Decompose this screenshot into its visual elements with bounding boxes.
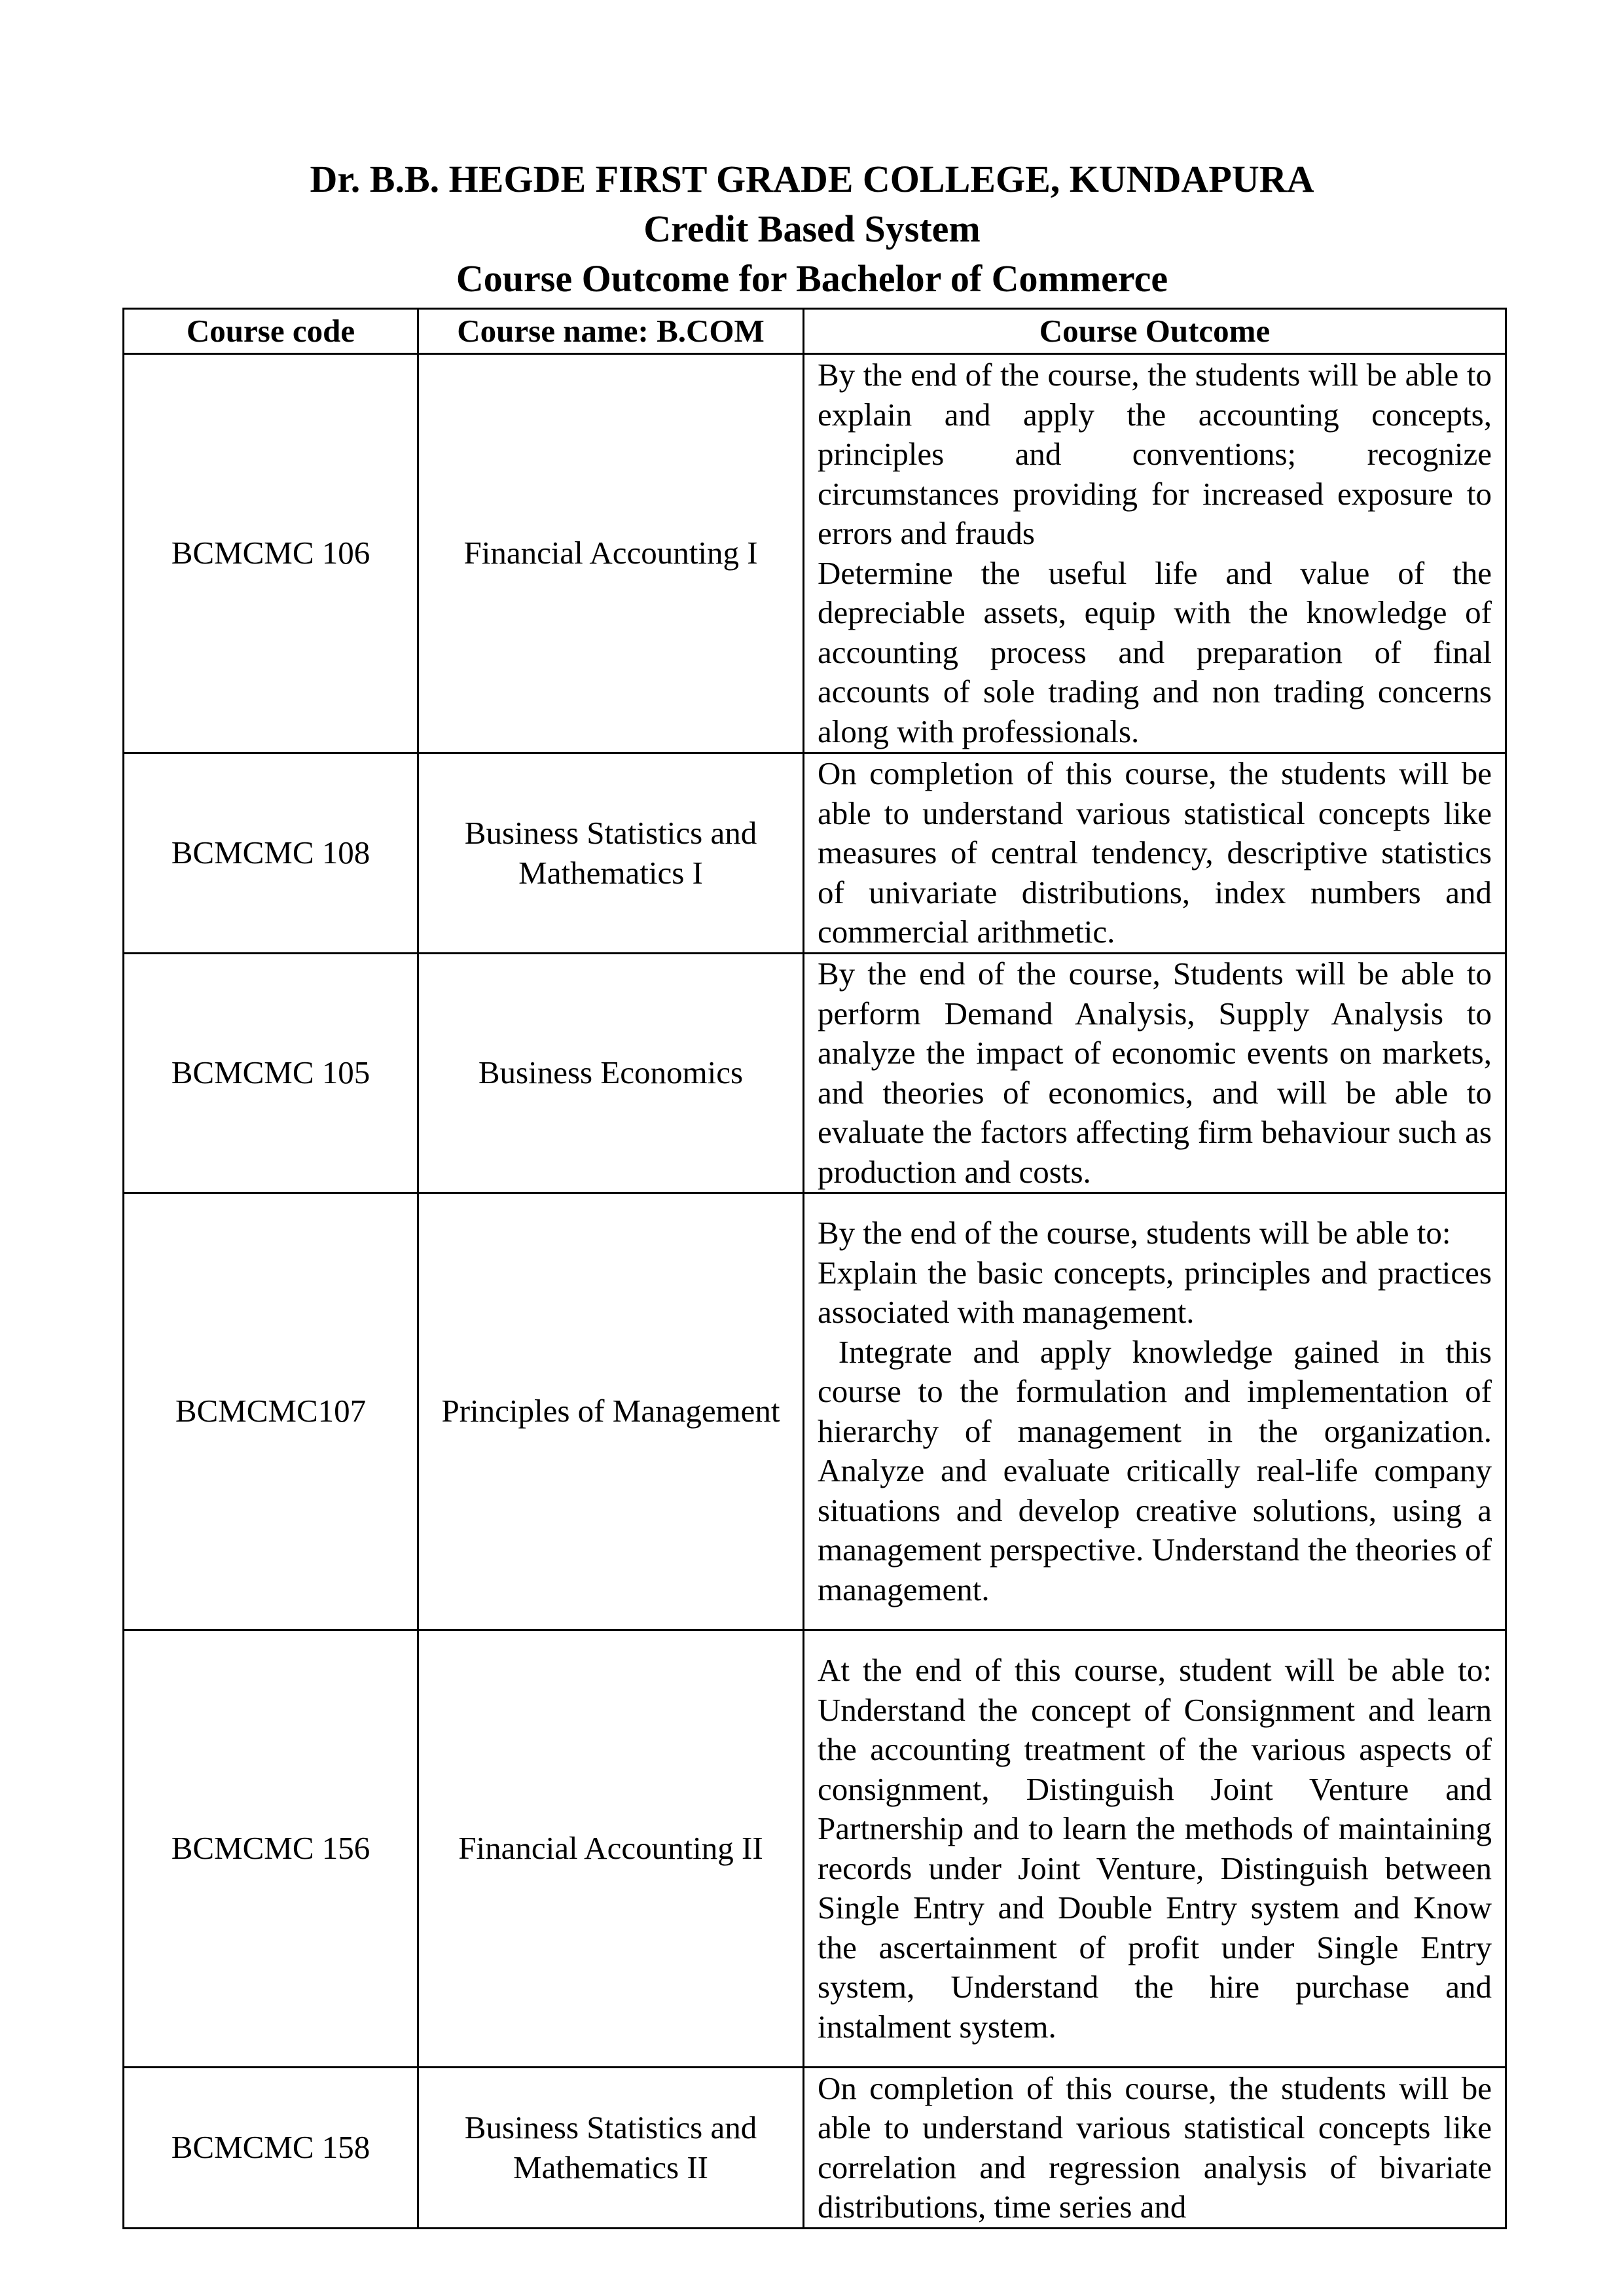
course-code: BCMCMC 105: [124, 954, 418, 1193]
course-name: Principles of Management: [418, 1193, 804, 1630]
course-code: BCMCMC107: [124, 1193, 418, 1630]
outcome-paragraph: By the end of the course, students will be able to:: [818, 1215, 1451, 1251]
course-outcome: [804, 354, 1506, 753]
course-code: BCMCMC 158: [124, 2068, 418, 2229]
course-code: BCMCMC 106: [124, 354, 418, 753]
outcome-paragraph: Determine the useful life and value of the depreciable assets, equip with the knowledge of accounting process and preparation of final accounts of sole trading and non trading concerns along with professionals.: [818, 554, 1500, 749]
outcome-paragraph: Explain the basic concepts, principles and practices associated with management.: [818, 1254, 1500, 1330]
outcome-paragraph: By the end of the course, the students will be able to explain and apply the accounting concepts, principles and conventions; recognize circumstances providing for increased exposure to errors and frauds: [818, 357, 1500, 551]
course-outcome: [804, 753, 1506, 954]
table-row: [124, 1630, 1506, 2068]
course-outcome-table: [122, 308, 1507, 2229]
table-header-row: [124, 309, 1506, 354]
outcome-paragraph: On completion of this course, the students will be able to understand various statistical concepts like measures of central tendency, descriptive statistics of univariate distributions, index numbers and commercial arithmetic.: [818, 755, 1500, 950]
course-name: Financial Accounting I: [418, 354, 804, 753]
course-name: Business Economics: [418, 954, 804, 1193]
table-row: [124, 2068, 1506, 2229]
document-header: [0, 154, 1624, 304]
header-course-name: Course name: B.COM: [418, 309, 804, 354]
outcome-paragraph: Integrate and apply knowledge gained in this course to the formulation and implementation of hierarchy of management in the organization. Analyze and evaluate critically real-life company situations and develop creative solutions, using a management perspective. Understand the theories of management.: [818, 1333, 1500, 1607]
outcome-paragraph: By the end of the course, Students will be able to perform Demand Analysis, Supply Analysis to analyze the impact of economic events on markets, and theories of economics, and will be able to evaluate the factors affecting firm behaviour such as production and costs.: [818, 956, 1500, 1190]
header-course-outcome: Course Outcome: [804, 309, 1506, 354]
college-name: Dr. B.B. HEGDE FIRST GRADE COLLEGE, KUNDAPURA: [310, 158, 1314, 200]
course-code: BCMCMC 108: [124, 753, 418, 954]
course-outcome: [804, 1193, 1506, 1630]
table-row: [124, 753, 1506, 954]
course-outcome: [804, 954, 1506, 1193]
table-row: [124, 954, 1506, 1193]
course-name: Financial Accounting II: [418, 1630, 804, 2068]
table-row: [124, 1193, 1506, 1630]
course-code: BCMCMC 156: [124, 1630, 418, 2068]
course-outcome: [804, 2068, 1506, 2229]
header-course-code: Course code: [124, 309, 418, 354]
document-title: Course Outcome for Bachelor of Commerce: [456, 257, 1168, 300]
system-title: Credit Based System: [643, 207, 981, 250]
course-name: Business Statistics and Mathematics II: [418, 2068, 804, 2229]
outcome-paragraph: On completion of this course, the students will be able to understand various statistical concepts like correlation and regression analysis of bivariate distributions, time series and: [818, 2070, 1500, 2225]
course-outcome: [804, 1630, 1506, 2068]
outcome-paragraph: At the end of this course, student will be able to: Understand the concept of Consignment and learn the accounting treatment of the various aspects of consignment, Distinguish Joint Venture and Partnership and to learn the methods of maintaining records under Joint Venture, Distinguish between Single Entry and Double Entry system and Know the ascertainment of profit under Single Entry system, Understand the hire purchase and instalment system.: [818, 1652, 1500, 2045]
table-row: [124, 354, 1506, 753]
course-name: Business Statistics and Mathematics I: [418, 753, 804, 954]
